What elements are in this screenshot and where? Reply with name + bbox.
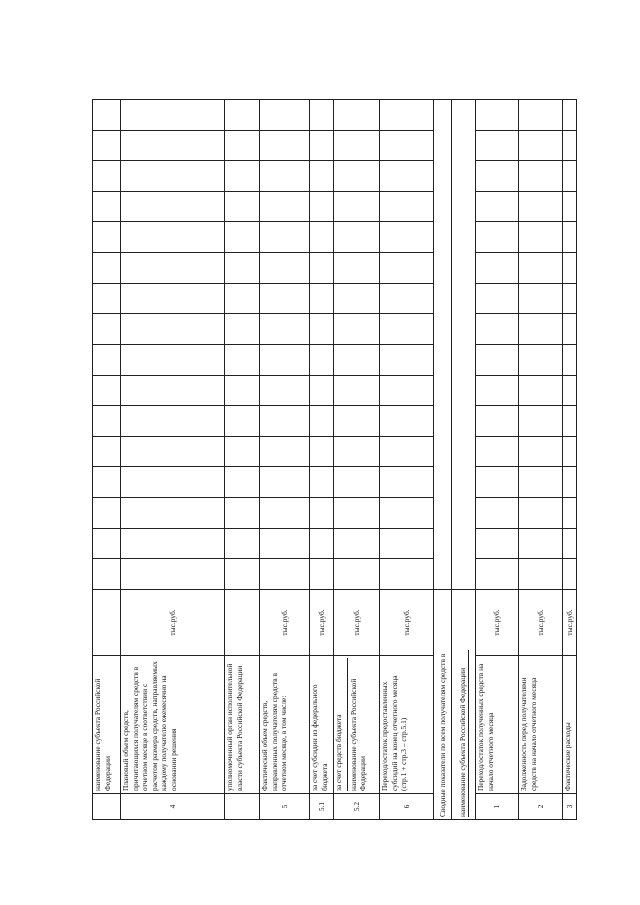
value-cell[interactable] — [93, 253, 121, 284]
indicator-cell — [93, 656, 121, 794]
value-cell[interactable] — [225, 436, 260, 467]
value-cell[interactable] — [519, 253, 563, 284]
value-cell[interactable] — [476, 467, 519, 498]
table-row — [225, 100, 260, 820]
value-cell[interactable] — [334, 498, 380, 529]
value-cell[interactable] — [260, 161, 310, 192]
value-cell[interactable] — [225, 253, 260, 284]
value-cell[interactable] — [380, 253, 434, 284]
value-cell[interactable] — [225, 467, 260, 498]
unit-cell — [225, 590, 260, 656]
indicator-cell — [519, 656, 563, 794]
rotated-table-wrapper — [92, 100, 575, 820]
value-cell[interactable] — [334, 467, 380, 498]
value-cell[interactable] — [121, 222, 225, 253]
row-number-cell: 3 — [563, 794, 577, 820]
value-cell[interactable] — [380, 406, 434, 437]
value-cell[interactable] — [476, 528, 519, 559]
value-cell[interactable] — [563, 130, 577, 161]
value-cell[interactable] — [380, 191, 434, 222]
table-row — [93, 100, 121, 820]
unit-cell: тыс.руб. — [260, 590, 310, 656]
value-cell[interactable] — [121, 375, 225, 406]
row-number-cell: 6 — [380, 794, 434, 820]
value-cell[interactable] — [310, 375, 334, 406]
value-cell[interactable] — [476, 100, 519, 131]
value-cell[interactable] — [563, 375, 577, 406]
indicator-cell — [121, 656, 225, 794]
table-row — [334, 100, 380, 820]
value-cell[interactable] — [563, 406, 577, 437]
value-cell[interactable] — [519, 467, 563, 498]
value-cell[interactable] — [563, 345, 577, 376]
value-cell[interactable] — [563, 498, 577, 529]
value-cell[interactable] — [121, 498, 225, 529]
value-cell[interactable] — [334, 222, 380, 253]
table-row — [563, 100, 577, 820]
value-cell[interactable] — [260, 130, 310, 161]
value-cell[interactable] — [121, 100, 225, 131]
value-cell[interactable] — [519, 314, 563, 345]
value-cell[interactable] — [121, 467, 225, 498]
value-cell[interactable] — [260, 436, 310, 467]
value-cell[interactable] — [310, 406, 334, 437]
indicator-cell — [225, 656, 260, 794]
value-cell[interactable] — [476, 161, 519, 192]
value-cell[interactable] — [334, 528, 380, 559]
value-cell[interactable] — [310, 100, 334, 131]
value-cell[interactable] — [380, 498, 434, 529]
indicator-text: Переход/остаток предоставленных субсидий на конец отчетного месяца (стр.1 + стр.3 – стр.5.1) — [380, 675, 409, 791]
value-cell[interactable] — [519, 436, 563, 467]
value-cell[interactable] — [380, 436, 434, 467]
value-cell[interactable] — [121, 345, 225, 376]
table-row — [519, 100, 563, 820]
report-table — [92, 99, 577, 820]
value-cell[interactable] — [93, 528, 121, 559]
value-cell[interactable] — [380, 161, 434, 192]
value-cell[interactable] — [519, 375, 563, 406]
value-cell[interactable] — [310, 222, 334, 253]
value-cell[interactable] — [563, 191, 577, 222]
value-cell[interactable] — [519, 100, 563, 131]
section-subtitle-text: наименование субъекта Российской Федерации — [458, 650, 469, 817]
table-row — [260, 100, 310, 820]
value-cell[interactable] — [563, 314, 577, 345]
value-cell[interactable] — [476, 498, 519, 529]
unit-cell: тыс.руб. — [380, 590, 434, 656]
value-cell[interactable] — [476, 406, 519, 437]
value-cell[interactable] — [225, 283, 260, 314]
value-cell[interactable] — [121, 130, 225, 161]
table-row — [476, 100, 519, 820]
value-cell[interactable] — [260, 559, 310, 590]
value-cell[interactable] — [260, 100, 310, 131]
table-row — [380, 100, 434, 820]
value-cell[interactable] — [310, 436, 334, 467]
value-cell[interactable] — [380, 345, 434, 376]
value-cell[interactable] — [334, 559, 380, 590]
value-cell[interactable] — [563, 222, 577, 253]
value-cell[interactable] — [563, 559, 577, 590]
value-cell[interactable] — [260, 345, 310, 376]
value-cell[interactable] — [380, 100, 434, 131]
value-cell[interactable] — [93, 161, 121, 192]
value-cell[interactable] — [563, 436, 577, 467]
value-cell[interactable] — [563, 100, 577, 131]
value-cell[interactable] — [310, 467, 334, 498]
value-cell[interactable] — [93, 375, 121, 406]
value-cell[interactable] — [260, 375, 310, 406]
value-cell[interactable] — [380, 222, 434, 253]
value-cell[interactable] — [225, 314, 260, 345]
value-cell[interactable] — [225, 375, 260, 406]
value-cell[interactable] — [519, 283, 563, 314]
value-cell[interactable] — [310, 345, 334, 376]
value-cell[interactable] — [519, 161, 563, 192]
value-cell[interactable] — [225, 161, 260, 192]
value-cell[interactable] — [563, 283, 577, 314]
value-cell[interactable] — [260, 467, 310, 498]
value-cell[interactable] — [334, 100, 380, 131]
value-cell[interactable] — [310, 528, 334, 559]
value-cell[interactable] — [476, 191, 519, 222]
value-cell[interactable] — [519, 345, 563, 376]
value-cell[interactable] — [380, 528, 434, 559]
indicator-cell — [380, 656, 434, 794]
section-subtitle-blank — [452, 100, 476, 590]
value-cell[interactable] — [563, 467, 577, 498]
value-cell[interactable] — [476, 559, 519, 590]
row-number-cell: 1 — [476, 794, 519, 820]
value-cell[interactable] — [225, 345, 260, 376]
row-number-cell: 5 — [260, 794, 310, 820]
value-cell[interactable] — [93, 406, 121, 437]
unit-cell: тыс.руб. — [310, 590, 334, 656]
indicator-cell — [260, 656, 310, 794]
value-cell[interactable] — [310, 130, 334, 161]
value-cell[interactable] — [334, 130, 380, 161]
value-cell[interactable] — [260, 498, 310, 529]
value-cell[interactable] — [225, 130, 260, 161]
value-cell[interactable] — [519, 406, 563, 437]
value-cell[interactable] — [310, 161, 334, 192]
value-cell[interactable] — [334, 314, 380, 345]
value-cell[interactable] — [334, 191, 380, 222]
row-number-cell — [225, 794, 260, 820]
table-row — [121, 100, 225, 820]
value-cell[interactable] — [334, 375, 380, 406]
unit-cell — [93, 590, 121, 656]
value-cell[interactable] — [310, 559, 334, 590]
indicator-text: за счет субсидии из федерального бюджета — [310, 684, 329, 791]
section-title: Сводные показатели по всем получателям средств в — [434, 590, 452, 820]
value-cell[interactable] — [260, 253, 310, 284]
value-cell[interactable] — [334, 345, 380, 376]
table-row — [310, 100, 334, 820]
row-number-cell: 4 — [121, 794, 225, 820]
value-cell[interactable] — [93, 559, 121, 590]
indicator-text: Плановый объем средств, причитающихся получателям средств в отчетном месяце в соответствии с расчетом размера средств, направляемых каждому получателю ежемесячно на основании решения — [121, 661, 178, 791]
value-cell[interactable] — [93, 130, 121, 161]
value-cell[interactable] — [310, 253, 334, 284]
value-cell[interactable] — [563, 253, 577, 284]
value-cell[interactable] — [519, 559, 563, 590]
value-cell[interactable] — [476, 345, 519, 376]
indicator-cell — [563, 656, 577, 794]
value-cell[interactable] — [260, 314, 310, 345]
value-cell[interactable] — [310, 283, 334, 314]
value-cell[interactable] — [519, 130, 563, 161]
value-cell[interactable] — [121, 253, 225, 284]
value-cell[interactable] — [121, 406, 225, 437]
indicator-text: Фактический объем средств, направленных получателям средств в отчетном месяце, в том числе: — [260, 673, 289, 791]
value-cell[interactable] — [121, 283, 225, 314]
value-cell[interactable] — [121, 528, 225, 559]
value-cell[interactable] — [476, 130, 519, 161]
value-cell[interactable] — [260, 283, 310, 314]
value-cell[interactable] — [93, 345, 121, 376]
value-cell[interactable] — [334, 283, 380, 314]
value-cell[interactable] — [334, 436, 380, 467]
value-cell[interactable] — [380, 314, 434, 345]
unit-cell: тыс.руб. — [334, 590, 380, 656]
value-cell[interactable] — [121, 436, 225, 467]
value-cell[interactable] — [260, 528, 310, 559]
unit-cell: тыс.руб. — [563, 590, 577, 656]
value-cell[interactable] — [519, 222, 563, 253]
unit-cell: тыс.руб. — [121, 590, 225, 656]
value-cell[interactable] — [380, 559, 434, 590]
value-cell[interactable] — [121, 559, 225, 590]
value-cell[interactable] — [563, 528, 577, 559]
value-cell[interactable] — [93, 100, 121, 131]
value-cell[interactable] — [519, 191, 563, 222]
value-cell[interactable] — [225, 528, 260, 559]
value-cell[interactable] — [260, 222, 310, 253]
value-cell[interactable] — [519, 498, 563, 529]
value-cell[interactable] — [260, 191, 310, 222]
indicator-text: за счет средств бюджета — [334, 714, 343, 791]
value-cell[interactable] — [121, 161, 225, 192]
indicator-text: Фактические расходы — [563, 722, 572, 791]
value-cell[interactable] — [225, 222, 260, 253]
value-cell[interactable] — [121, 191, 225, 222]
row-number-cell — [93, 794, 121, 820]
value-cell[interactable] — [93, 222, 121, 253]
value-cell[interactable] — [334, 253, 380, 284]
value-cell[interactable] — [476, 283, 519, 314]
unit-cell: тыс.руб. — [519, 590, 563, 656]
value-cell[interactable] — [93, 436, 121, 467]
row-number-cell: 5.1 — [310, 794, 334, 820]
value-cell[interactable] — [225, 406, 260, 437]
value-cell[interactable] — [260, 406, 310, 437]
value-cell[interactable] — [93, 498, 121, 529]
value-cell[interactable] — [225, 100, 260, 131]
value-cell[interactable] — [121, 314, 225, 345]
value-cell[interactable] — [519, 528, 563, 559]
indicator-cell — [476, 656, 519, 794]
section-subtitle-row — [452, 100, 476, 820]
section-header-row — [434, 100, 452, 820]
value-cell[interactable] — [334, 406, 380, 437]
value-cell[interactable] — [93, 314, 121, 345]
value-cell[interactable] — [380, 375, 434, 406]
value-cell[interactable] — [476, 314, 519, 345]
indicator-text: уполномоченный орган исполнительной власти субъекта Российской Федерации — [225, 663, 244, 791]
value-cell[interactable] — [476, 375, 519, 406]
indicator-text: Задолженность перед получателями средств на начало отчетного месяца — [519, 677, 538, 791]
value-cell[interactable] — [380, 467, 434, 498]
value-cell[interactable] — [93, 191, 121, 222]
value-cell[interactable] — [476, 436, 519, 467]
row-number-cell: 2 — [519, 794, 563, 820]
indicator-text: Переход/остаток полученных средств на начало отчетного месяца — [476, 663, 495, 791]
value-cell[interactable] — [93, 467, 121, 498]
value-cell[interactable] — [334, 161, 380, 192]
unit-cell: тыс.руб. — [476, 590, 519, 656]
value-cell[interactable] — [310, 314, 334, 345]
indicator-cell — [310, 656, 334, 794]
value-cell[interactable] — [225, 559, 260, 590]
value-cell[interactable] — [310, 191, 334, 222]
value-cell[interactable] — [380, 283, 434, 314]
section-subtitle — [452, 590, 476, 820]
value-cell[interactable] — [476, 253, 519, 284]
value-cell[interactable] — [225, 498, 260, 529]
value-cell[interactable] — [225, 191, 260, 222]
value-cell[interactable] — [380, 130, 434, 161]
value-cell[interactable] — [476, 222, 519, 253]
indicator-text: наименование субъекта Российской Федерации — [93, 678, 112, 791]
value-cell[interactable] — [310, 498, 334, 529]
section-blank — [434, 100, 452, 590]
indicator-subtext: наименование субъекта Российской Федерации — [347, 658, 368, 791]
value-cell[interactable] — [563, 161, 577, 192]
indicator-cell — [334, 656, 380, 794]
value-cell[interactable] — [93, 283, 121, 314]
row-number-cell: 5.2 — [334, 794, 380, 820]
